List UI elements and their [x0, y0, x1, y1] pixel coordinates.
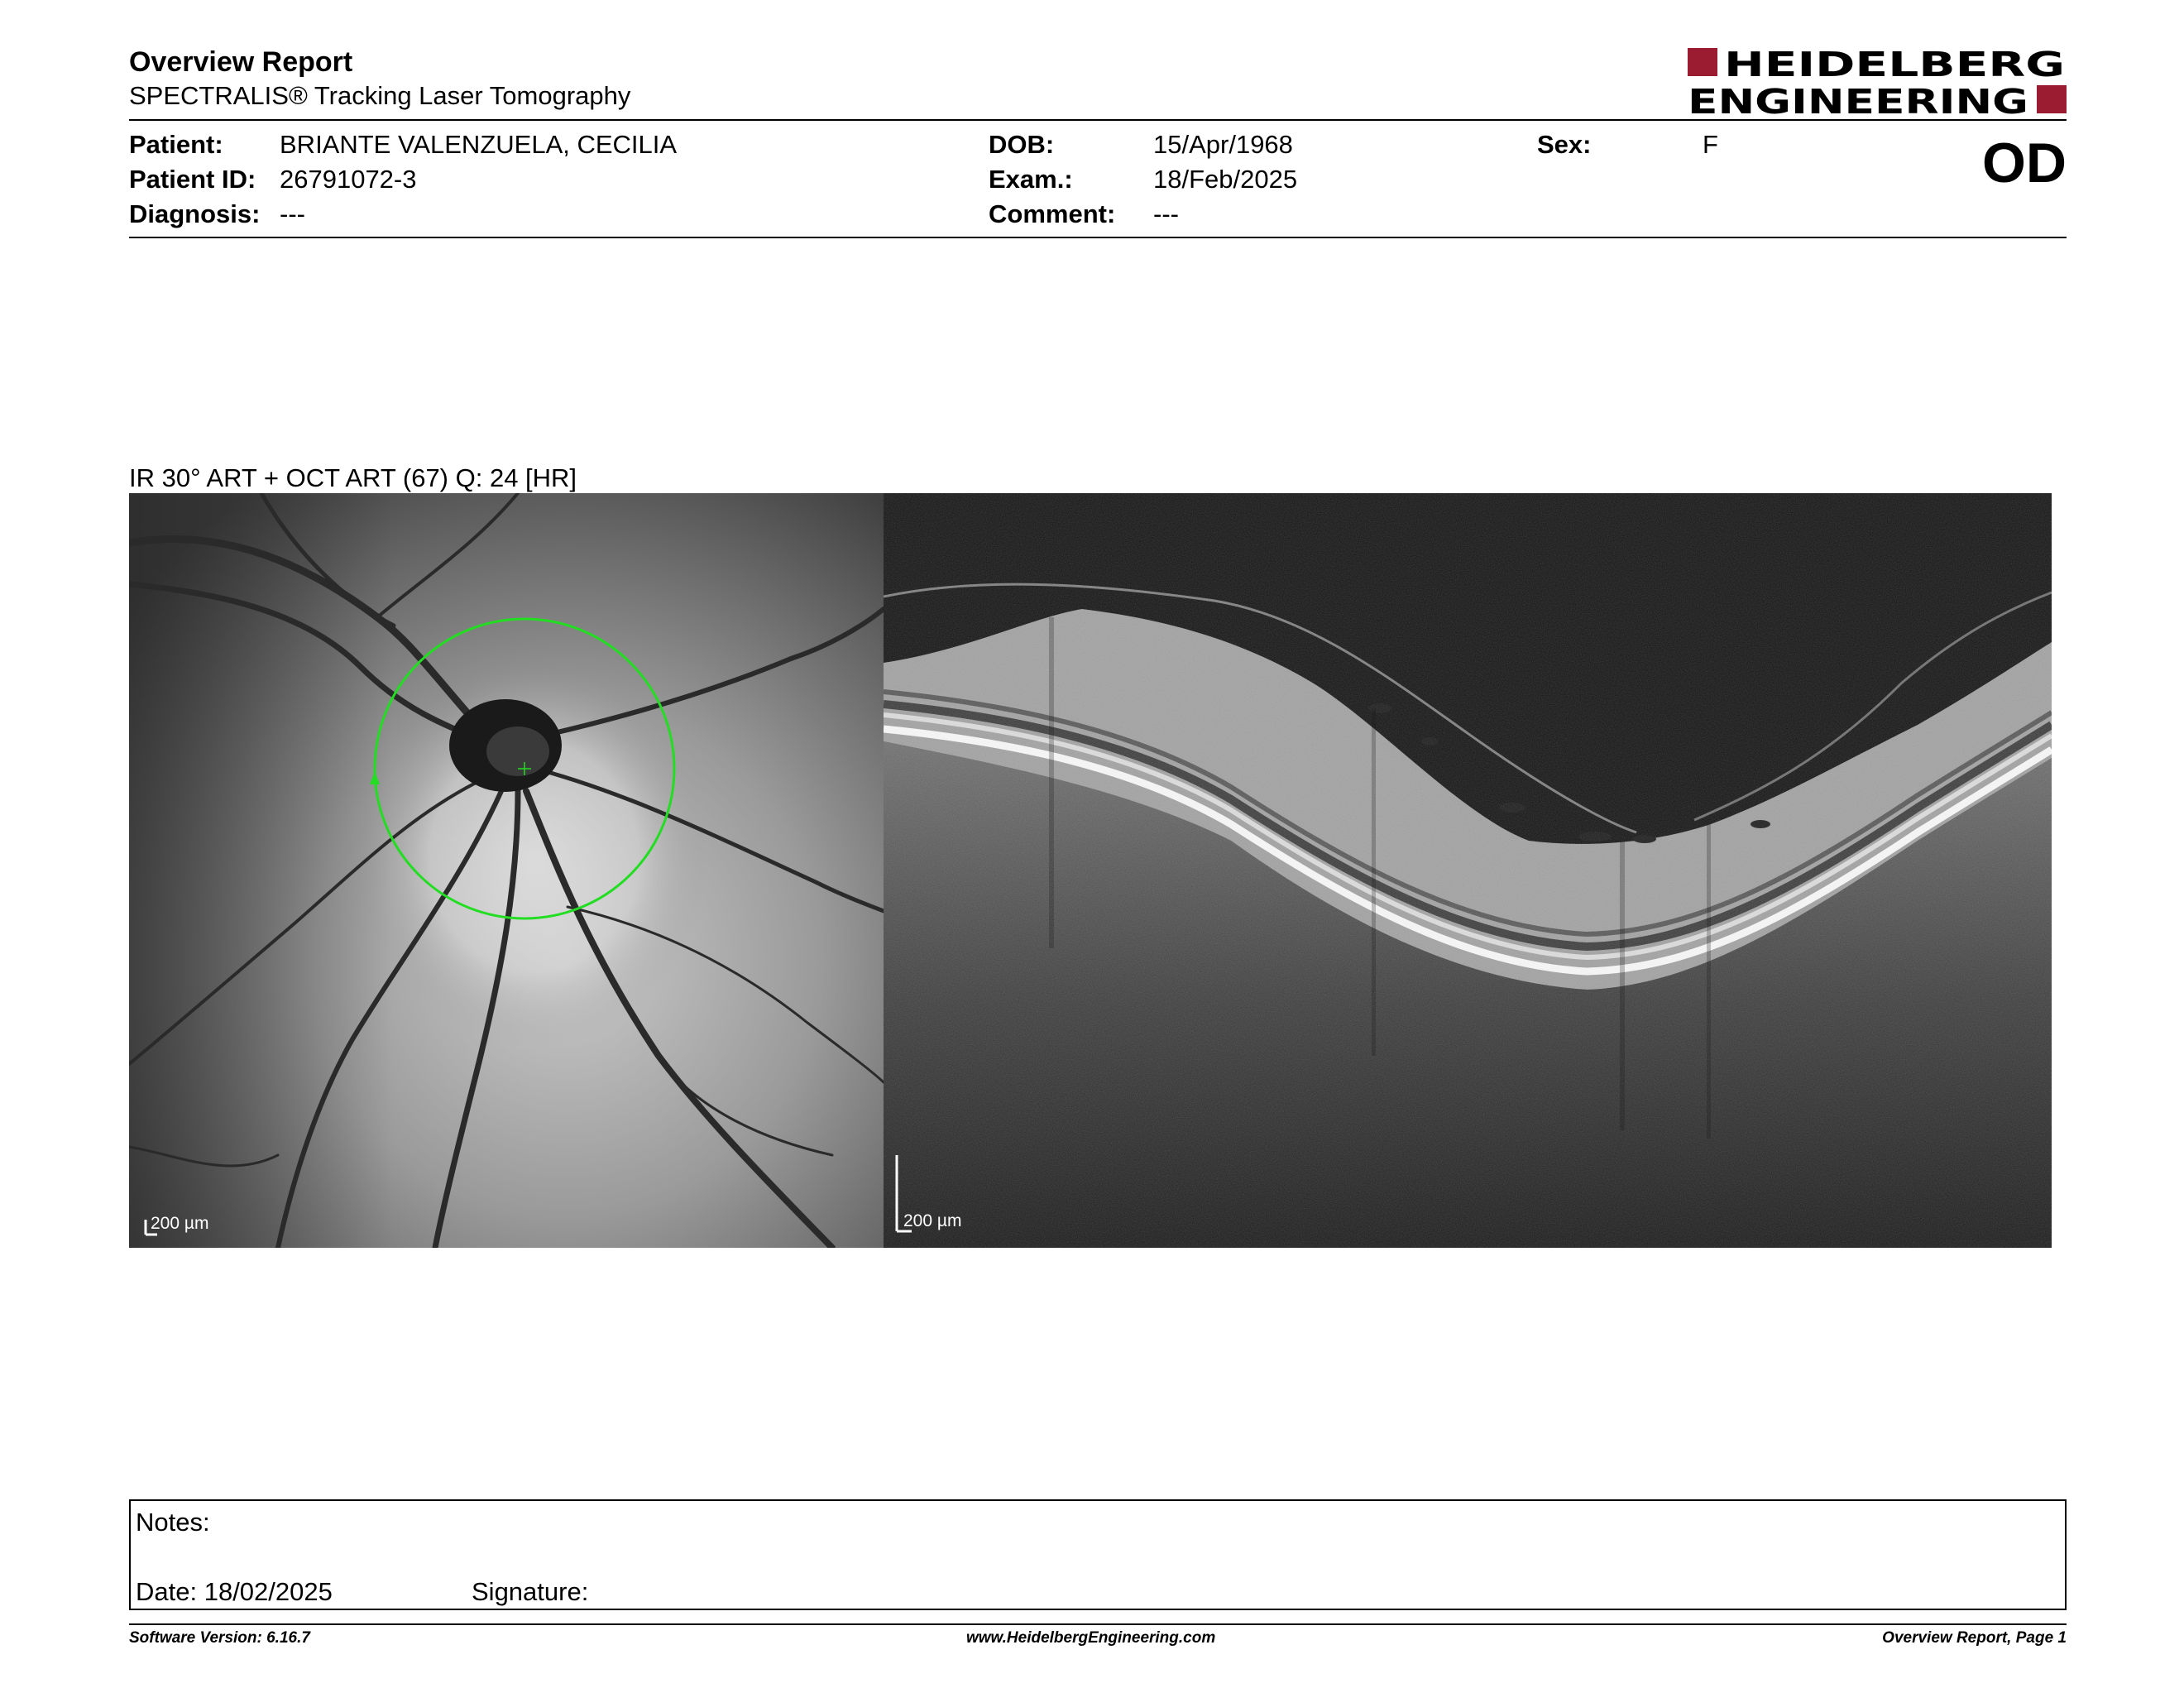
heidelberg-engineering-logo: [1688, 46, 2067, 117]
footer-divider: [129, 1623, 2067, 1625]
oct-bscan-image: [884, 493, 2052, 1248]
diagnosis-value: ---: [280, 199, 305, 228]
notes-box: [129, 1499, 2067, 1610]
notes-label: Notes:: [136, 1508, 210, 1537]
patient-id-label: Patient ID:: [129, 165, 256, 194]
eye-indicator: OD: [1982, 132, 2067, 194]
date-label: Date: 18/02/2025: [136, 1577, 333, 1606]
exam-date: 18/Feb/2025: [1153, 165, 1298, 194]
oct-scale-label: 200 µm: [903, 1211, 962, 1230]
sex-label: Sex:: [1537, 130, 1592, 159]
logo-line2: ENGINEERING: [1688, 82, 2028, 117]
diagnosis-label: Diagnosis:: [129, 199, 261, 228]
exam-label: Exam.:: [989, 165, 1073, 194]
patient-name: BRIANTE VALENZUELA, CECILIA: [280, 130, 678, 159]
dob-value: 15/Apr/1968: [1153, 130, 1293, 159]
fundus-scale-label: 200 µm: [151, 1214, 209, 1233]
page-indicator: Overview Report, Page 1: [1882, 1629, 2067, 1647]
software-version: Software Version: 6.16.7: [129, 1629, 310, 1647]
patient-id: 26791072-3: [280, 165, 417, 194]
dob-label: DOB:: [989, 130, 1055, 159]
comment-value: ---: [1153, 199, 1179, 228]
report-title: Overview Report: [129, 46, 353, 78]
header-divider-top: [129, 119, 2067, 121]
fundus-ir-image: [129, 493, 884, 1248]
logo-line1: HEIDELBERG: [1724, 46, 2065, 84]
website-link: www.HeidelbergEngineering.com: [966, 1629, 1216, 1647]
sex-value: F: [1703, 130, 1718, 159]
report-subtitle: SPECTRALIS® Tracking Laser Tomography: [129, 81, 631, 110]
signature-label: Signature:: [472, 1577, 589, 1606]
image-caption: IR 30° ART + OCT ART (67) Q: 24 [HR]: [129, 463, 577, 492]
header-divider-bottom: [129, 237, 2067, 238]
patient-label: Patient:: [129, 130, 223, 159]
comment-label: Comment:: [989, 199, 1116, 228]
